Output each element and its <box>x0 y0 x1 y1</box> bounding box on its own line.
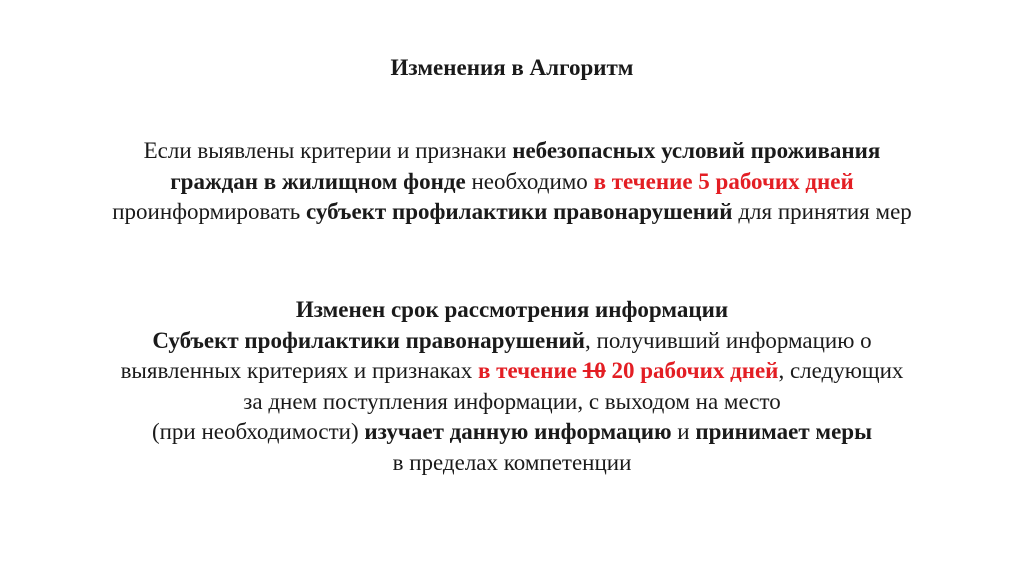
text-segment: и <box>671 419 696 444</box>
paragraph-notification <box>40 136 984 228</box>
text-segment: Если выявлены критерии и признаки <box>143 138 513 163</box>
paragraph2-line3 <box>40 356 984 387</box>
bold-segment: небезопасных условий проживания <box>512 138 881 163</box>
bold-segment: субъект профилактики правонарушений <box>306 199 733 224</box>
paragraph1-line2 <box>40 167 984 198</box>
slide-title: Изменения в Алгоритм <box>390 55 634 80</box>
text-segment: в пределах компетенции <box>392 449 632 475</box>
section-heading: Изменен срок рассмотрения информации <box>295 297 729 322</box>
text-segment: , получивший информацию о <box>585 327 872 353</box>
paragraph1-line1 <box>40 136 984 167</box>
text-segment: выявленных критериях и признаках <box>120 358 478 383</box>
text-segment: проинформировать <box>112 199 307 224</box>
text-segment: необходимо <box>465 168 594 194</box>
paragraph2-line2 <box>40 326 984 357</box>
paragraph2-line6 <box>40 448 984 479</box>
deadline-highlight-new: 20 рабочих дней <box>605 358 779 383</box>
paragraph2-line5 <box>40 417 984 448</box>
bold-segment: принимает меры <box>695 419 873 444</box>
struck-old-value: 10 <box>582 358 606 383</box>
text-segment: , следующих <box>778 358 904 383</box>
paragraph-review-period <box>40 295 984 478</box>
bold-segment: граждан в жилищном фонде <box>170 168 466 194</box>
bold-segment: Субъект профилактики правонарушений <box>152 327 586 353</box>
deadline-highlight-prefix: в течение <box>477 358 583 383</box>
text-segment: для принятия мер <box>732 199 912 224</box>
text-segment: за днем поступления информации, с выходом на место <box>243 388 781 414</box>
paragraph2-line4 <box>40 387 984 418</box>
text-segment: (при необходимости) <box>151 419 365 444</box>
paragraph2-heading <box>40 295 984 326</box>
paragraph1-line3 <box>40 197 984 228</box>
deadline-highlight: в течение 5 рабочих дней <box>593 168 854 194</box>
bold-segment: изучает данную информацию <box>364 419 672 444</box>
